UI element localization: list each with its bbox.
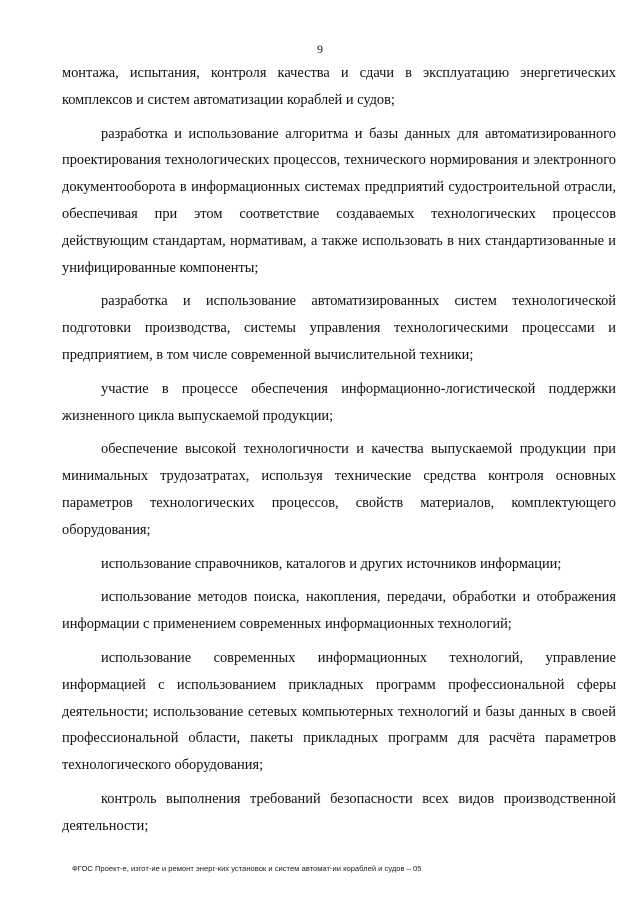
- paragraph-safety-control: контроль выполнения требований безопасности всех видов производственной деятельности;: [62, 790, 616, 834]
- paragraph-database-development: разработка и использование алгоритма и базы данных для автоматизированного проектирования технологических процессов, технического нормирования и электронного документооборота в информационных системах предприятий судостроительной отрасли, обеспечивая при этом соответствие создаваемых технологических процессов действующим стандартам, нормативам, а также использовать в них стандартизованные и унифицированные компоненты;: [62, 125, 616, 276]
- paragraph-manufacturability: обеспечение высокой технологичности и качества выпускаемой продукции при минимальных трудозатратах, используя технические средства контроля основных параметров технологических процессов, свойств материалов, комплектующего оборудования;: [62, 441, 616, 538]
- paragraph-reference-sources: использование справочников, каталогов и других источников информации;: [101, 555, 562, 572]
- paragraph-logistics-support: участие в процессе обеспечения информационно-логистической поддержки жизненного цикла выпускаемой продукции;: [62, 380, 616, 424]
- paragraph-automated-systems: разработка и использование автоматизированных систем технологической подготовки производства, системы управления технологическими процессами и предприятием, в том числе современной вычислительной техники;: [62, 293, 616, 363]
- paragraph-continuation: монтажа, испытания, контроля качества и сдачи в эксплуатацию энергетических комплексов и систем автоматизации кораблей и судов;: [62, 65, 616, 108]
- body-text: [62, 60, 616, 847]
- page-number: 9: [317, 42, 323, 56]
- paragraph-information-methods: использование методов поиска, накопления, передачи, обработки и отображения информации с применением современных информационных технологий;: [62, 589, 616, 633]
- paragraph-information-technologies: использование современных информационных технологий, управление информацией с использованием прикладных программ профессиональной сферы деятельности; использование сетевых компьютерных технологий и базы данных в своей профессиональной области, пакеты прикладных программ для расчёта параметров технологического оборудования;: [62, 649, 616, 774]
- page-footer: ФГОС Проект-е, изгот-ие и ремонт энерг-ких установок и систем автомат-ии кораблей и судов – 05: [72, 864, 422, 873]
